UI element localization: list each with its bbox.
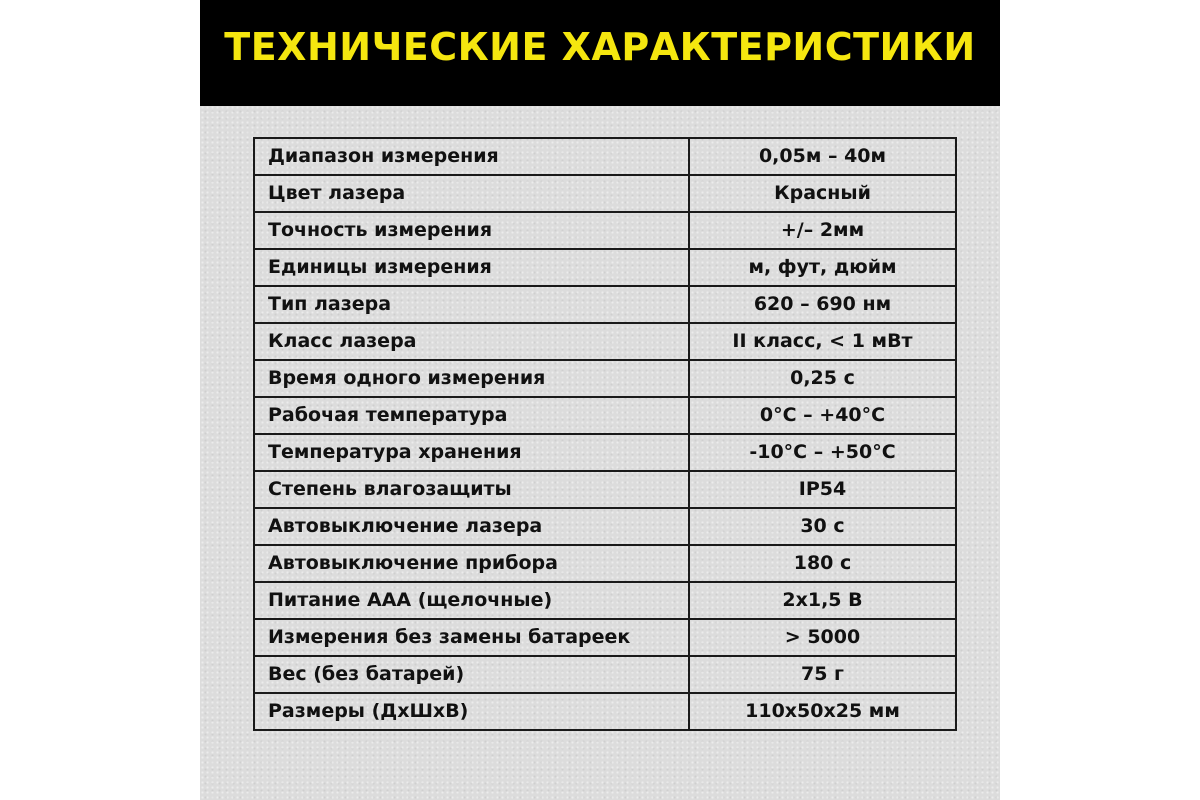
- spec-value: 0°C – +40°C: [689, 397, 956, 434]
- table-row: [254, 434, 956, 471]
- table-row: [254, 545, 956, 582]
- spec-param: Время одного измерения: [254, 360, 689, 397]
- table-row: [254, 397, 956, 434]
- spec-value: 30 с: [689, 508, 956, 545]
- spec-value: 110х50х25 мм: [689, 693, 956, 730]
- spec-param: Диапазон измерения: [254, 138, 689, 175]
- spec-param: Тип лазера: [254, 286, 689, 323]
- spec-param: Рабочая температура: [254, 397, 689, 434]
- spec-param: Автовыключение прибора: [254, 545, 689, 582]
- table-row: [254, 360, 956, 397]
- table-row: [254, 582, 956, 619]
- table-row: [254, 656, 956, 693]
- table-row: [254, 138, 956, 175]
- page-title: ТЕХНИЧЕСКИЕ ХАРАКТЕРИСТИКИ: [224, 25, 976, 69]
- spec-param: Питание ААА (щелочные): [254, 582, 689, 619]
- table-row: [254, 471, 956, 508]
- spec-value: 180 с: [689, 545, 956, 582]
- table-row: [254, 323, 956, 360]
- table-row: [254, 619, 956, 656]
- spec-param: Класс лазера: [254, 323, 689, 360]
- spec-value: +/– 2мм: [689, 212, 956, 249]
- spec-value: 0,05м – 40м: [689, 138, 956, 175]
- spec-param: Автовыключение лазера: [254, 508, 689, 545]
- spec-param: Точность измерения: [254, 212, 689, 249]
- table-row: [254, 286, 956, 323]
- spec-value: 75 г: [689, 656, 956, 693]
- table-row: [254, 212, 956, 249]
- table-row: [254, 508, 956, 545]
- spec-value: IP54: [689, 471, 956, 508]
- spec-value: -10°C – +50°C: [689, 434, 956, 471]
- header-banner: [200, 0, 1000, 106]
- spec-param: Степень влагозащиты: [254, 471, 689, 508]
- spec-value: > 5000: [689, 619, 956, 656]
- spec-param: Размеры (ДхШхВ): [254, 693, 689, 730]
- spec-value: II класс, < 1 мВт: [689, 323, 956, 360]
- table-row: [254, 693, 956, 730]
- spec-value: 2х1,5 В: [689, 582, 956, 619]
- spec-value: Красный: [689, 175, 956, 212]
- spec-param: Цвет лазера: [254, 175, 689, 212]
- spec-param: Единицы измерения: [254, 249, 689, 286]
- spec-param: Температура хранения: [254, 434, 689, 471]
- spec-card: [200, 0, 1000, 800]
- spec-param: Измерения без замены батареек: [254, 619, 689, 656]
- spec-param: Вес (без батарей): [254, 656, 689, 693]
- spec-value: м, фут, дюйм: [689, 249, 956, 286]
- spec-value: 0,25 с: [689, 360, 956, 397]
- table-row: [254, 175, 956, 212]
- table-row: [254, 249, 956, 286]
- specs-table: [253, 137, 957, 731]
- spec-value: 620 – 690 нм: [689, 286, 956, 323]
